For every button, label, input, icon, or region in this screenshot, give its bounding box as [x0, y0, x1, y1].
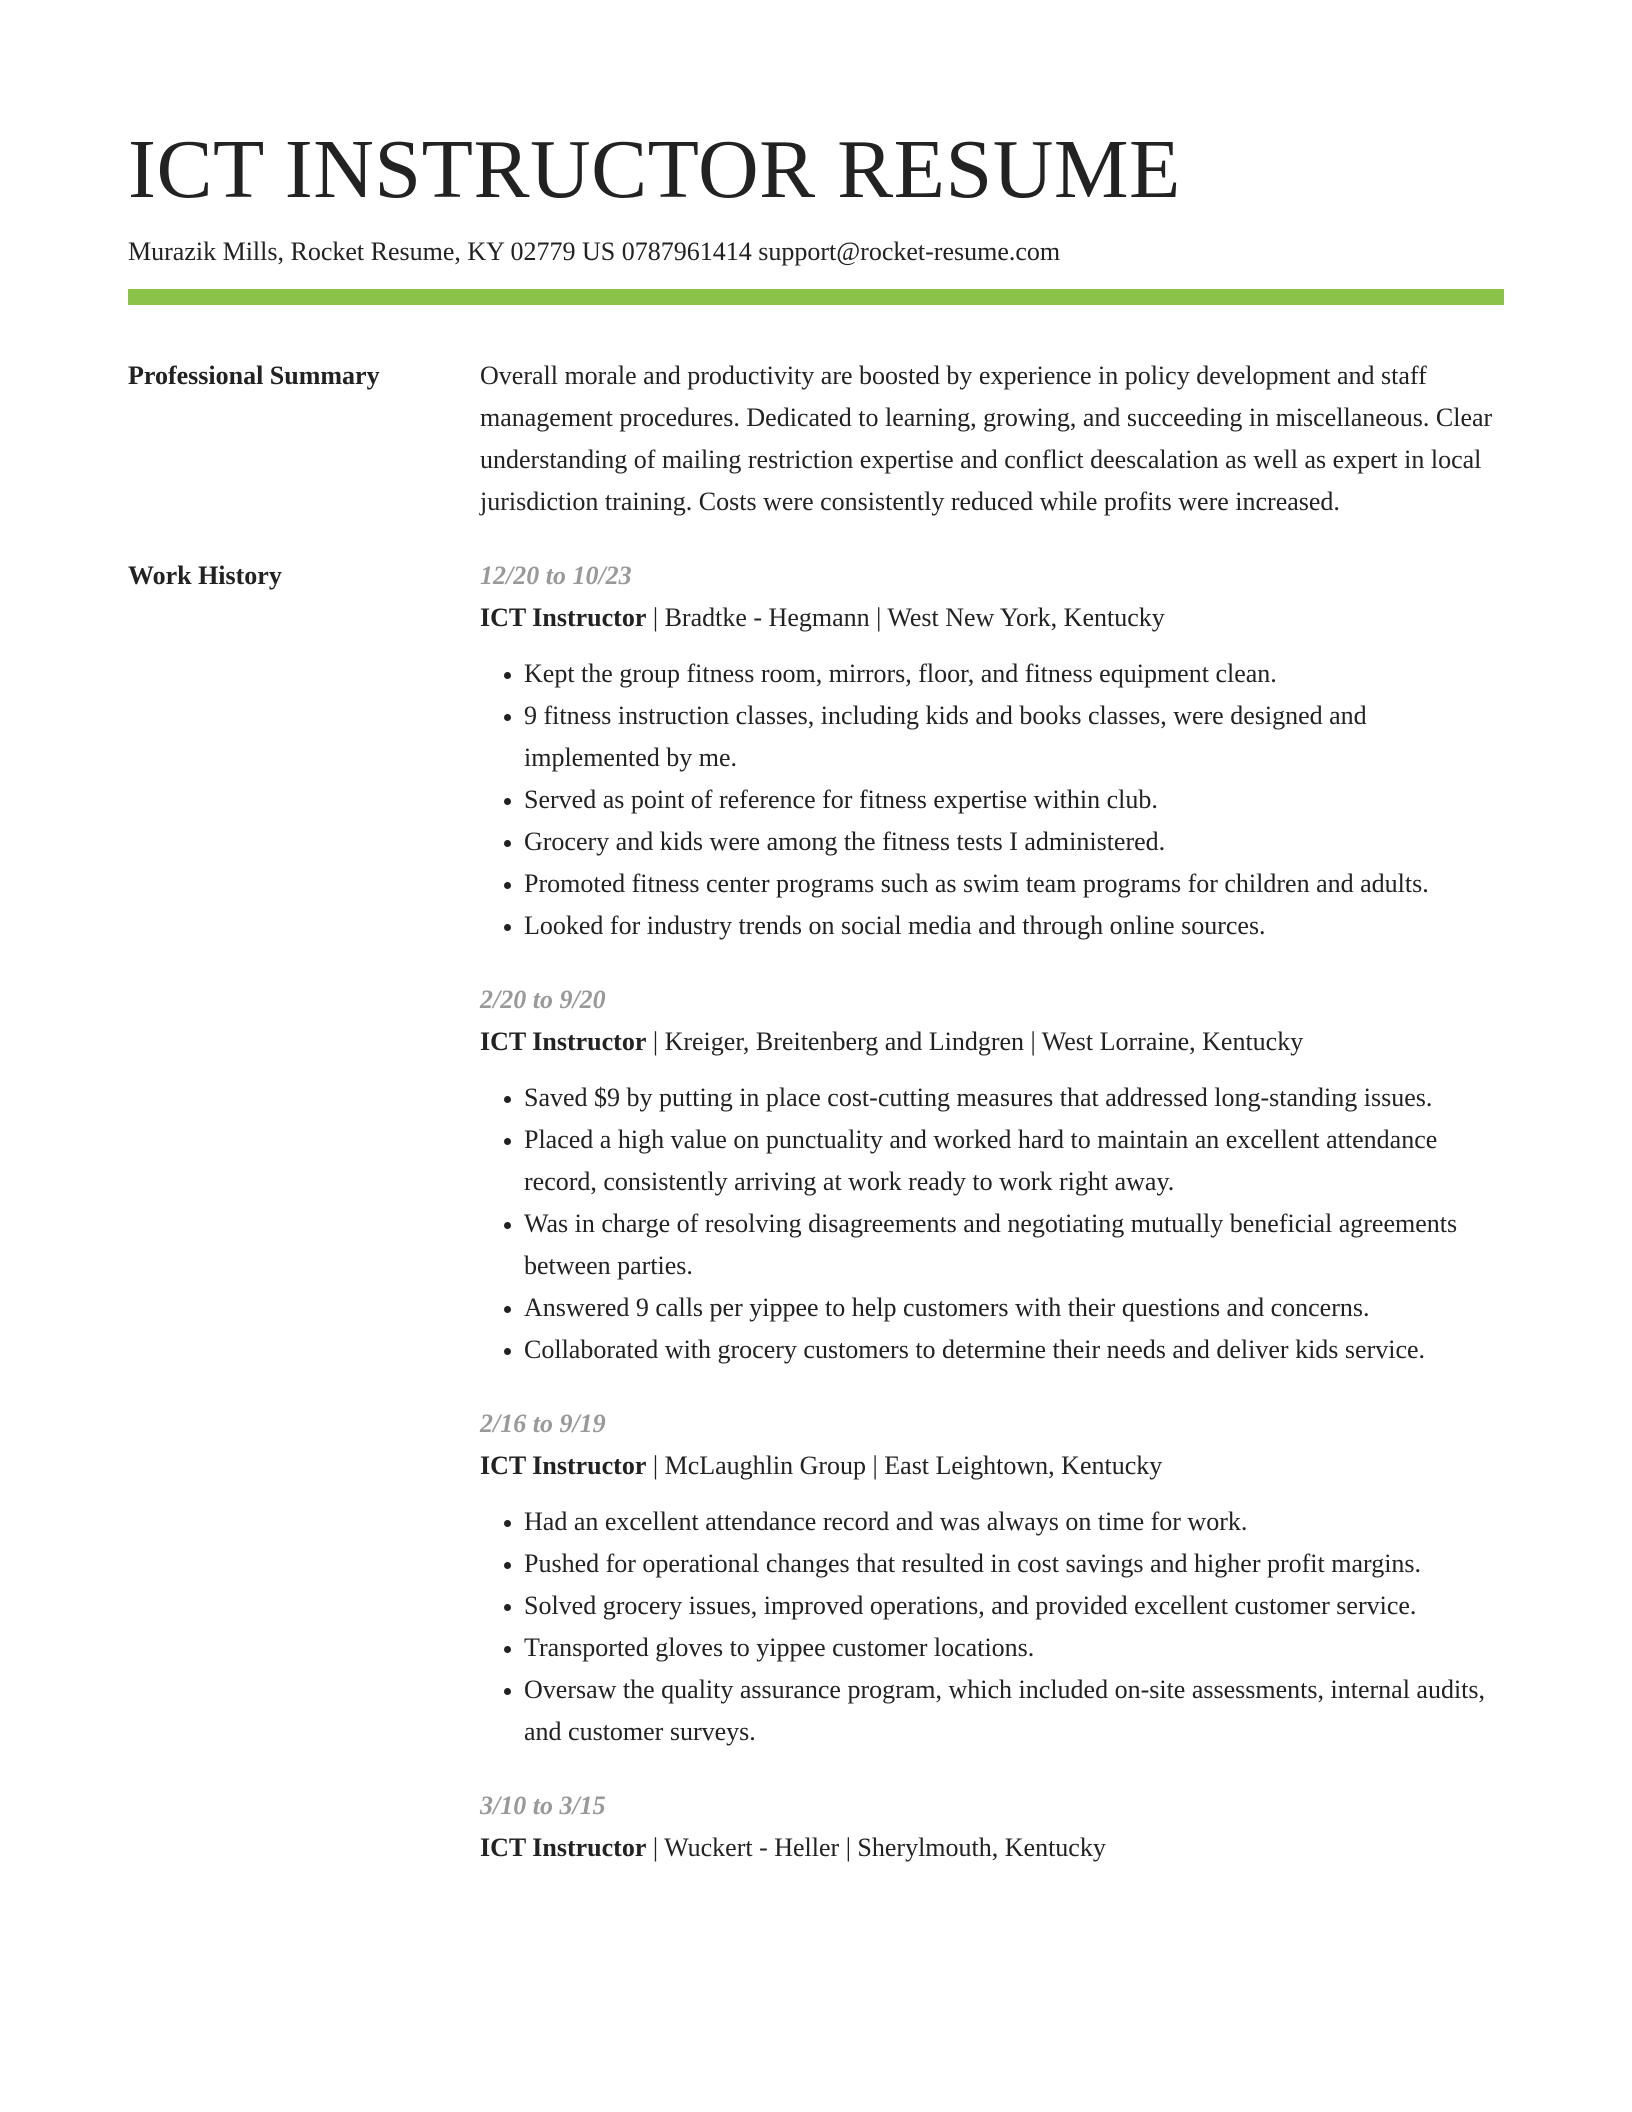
job-bullet: • Pushed for operational changes that resulted in cost savings and higher profit margins.: [524, 1543, 1504, 1585]
summary-label: Professional Summary: [128, 361, 380, 390]
work-history-list: [480, 555, 1504, 1901]
summary-text: Overall morale and productivity are boosted by experience in policy development and staff management procedures. Dedicated to learning, growing, and succeeding in miscellaneous. Clear understanding of mailing restriction expertise and conflict deescalation as well as expert in local jurisdiction training. Costs were consistently reduced while profits were increased.: [480, 361, 1493, 516]
job-separator: |: [869, 603, 888, 632]
job-separator: |: [646, 1833, 665, 1862]
job-location: West Lorraine, Kentucky: [1041, 1027, 1304, 1056]
job-title: ICT Instructor: [480, 1451, 647, 1480]
summary-section: [128, 355, 1504, 523]
job-location: Sherylmouth, Kentucky: [857, 1833, 1106, 1862]
job-bullet: • Served as point of reference for fitness expertise within club.: [524, 779, 1504, 821]
job-separator: |: [839, 1833, 858, 1862]
job-bullet: • Looked for industry trends on social media and through online sources.: [524, 905, 1504, 947]
job-bullets: [480, 653, 1504, 947]
job-bullet: • 9 fitness instruction classes, including kids and books classes, were designed and implemented by me.: [524, 695, 1504, 779]
job-bullet: • Grocery and kids were among the fitness tests I administered.: [524, 821, 1504, 863]
job-bullet: • Promoted fitness center programs such as swim team programs for children and adults.: [524, 863, 1504, 905]
job-location: West New York, Kentucky: [887, 603, 1165, 632]
job-title-line: [480, 1021, 1504, 1063]
job-entry: [480, 1785, 1504, 1869]
job-bullet: • Kept the group fitness room, mirrors, floor, and fitness equipment clean.: [524, 653, 1504, 695]
work-history-section: [128, 555, 1504, 1901]
job-bullet: • Was in charge of resolving disagreements and negotiating mutually beneficial agreements between parties.: [524, 1203, 1504, 1287]
job-dates: 3/10 to 3/15: [480, 1791, 606, 1820]
job-bullet: • Answered 9 calls per yippee to help customers with their questions and concerns.: [524, 1287, 1504, 1329]
header-divider: [128, 289, 1504, 305]
job-title-line: [480, 597, 1504, 639]
job-company: Bradtke - Hegmann: [664, 603, 870, 632]
job-bullet: • Placed a high value on punctuality and worked hard to maintain an excellent attendance record, consistently arriving at work ready to work right away.: [524, 1119, 1504, 1203]
job-separator: |: [646, 1027, 665, 1056]
job-separator: |: [1024, 1027, 1042, 1056]
contact-address: Murazik Mills, Rocket Resume, KY 02779 US: [128, 237, 616, 266]
job-separator: |: [646, 1451, 665, 1480]
job-company: McLaughlin Group: [664, 1451, 867, 1480]
job-entry: [480, 555, 1504, 947]
job-dates: 12/20 to 10/23: [480, 561, 632, 590]
job-company: Kreiger, Breitenberg and Lindgren: [664, 1027, 1025, 1056]
job-bullet: • Saved $9 by putting in place cost-cutting measures that addressed long-standing issues.: [524, 1077, 1504, 1119]
job-location: East Leightown, Kentucky: [884, 1451, 1163, 1480]
contact-email: support@rocket-resume.com: [758, 237, 1061, 266]
job-bullet: • Transported gloves to yippee customer locations.: [524, 1627, 1504, 1669]
resume-title: ICT INSTRUCTOR RESUME: [128, 123, 1181, 216]
job-bullet: • Solved grocery issues, improved operations, and provided excellent customer service.: [524, 1585, 1504, 1627]
job-title: ICT Instructor: [480, 1833, 647, 1862]
job-company: Wuckert - Heller: [664, 1833, 840, 1862]
job-bullet: • Collaborated with grocery customers to determine their needs and deliver kids service.: [524, 1329, 1504, 1371]
work-history-label: Work History: [128, 561, 282, 590]
job-bullets: [480, 1077, 1504, 1371]
job-title: ICT Instructor: [480, 603, 647, 632]
job-separator: |: [866, 1451, 885, 1480]
job-dates: 2/16 to 9/19: [480, 1409, 606, 1438]
job-title-line: [480, 1827, 1504, 1869]
job-bullet: • Oversaw the quality assurance program, which included on-site assessments, internal audits, and customer surveys.: [524, 1669, 1504, 1753]
job-bullets: [480, 1501, 1504, 1753]
job-title-line: [480, 1445, 1504, 1487]
job-separator: |: [646, 603, 665, 632]
job-entry: [480, 979, 1504, 1371]
contact-line: [128, 234, 1504, 270]
job-entry: [480, 1403, 1504, 1753]
job-title: ICT Instructor: [480, 1027, 647, 1056]
job-bullet: • Had an excellent attendance record and was always on time for work.: [524, 1501, 1504, 1543]
job-dates: 2/20 to 9/20: [480, 985, 606, 1014]
resume-page: [128, 118, 1504, 1901]
contact-phone: 0787961414: [621, 237, 752, 266]
